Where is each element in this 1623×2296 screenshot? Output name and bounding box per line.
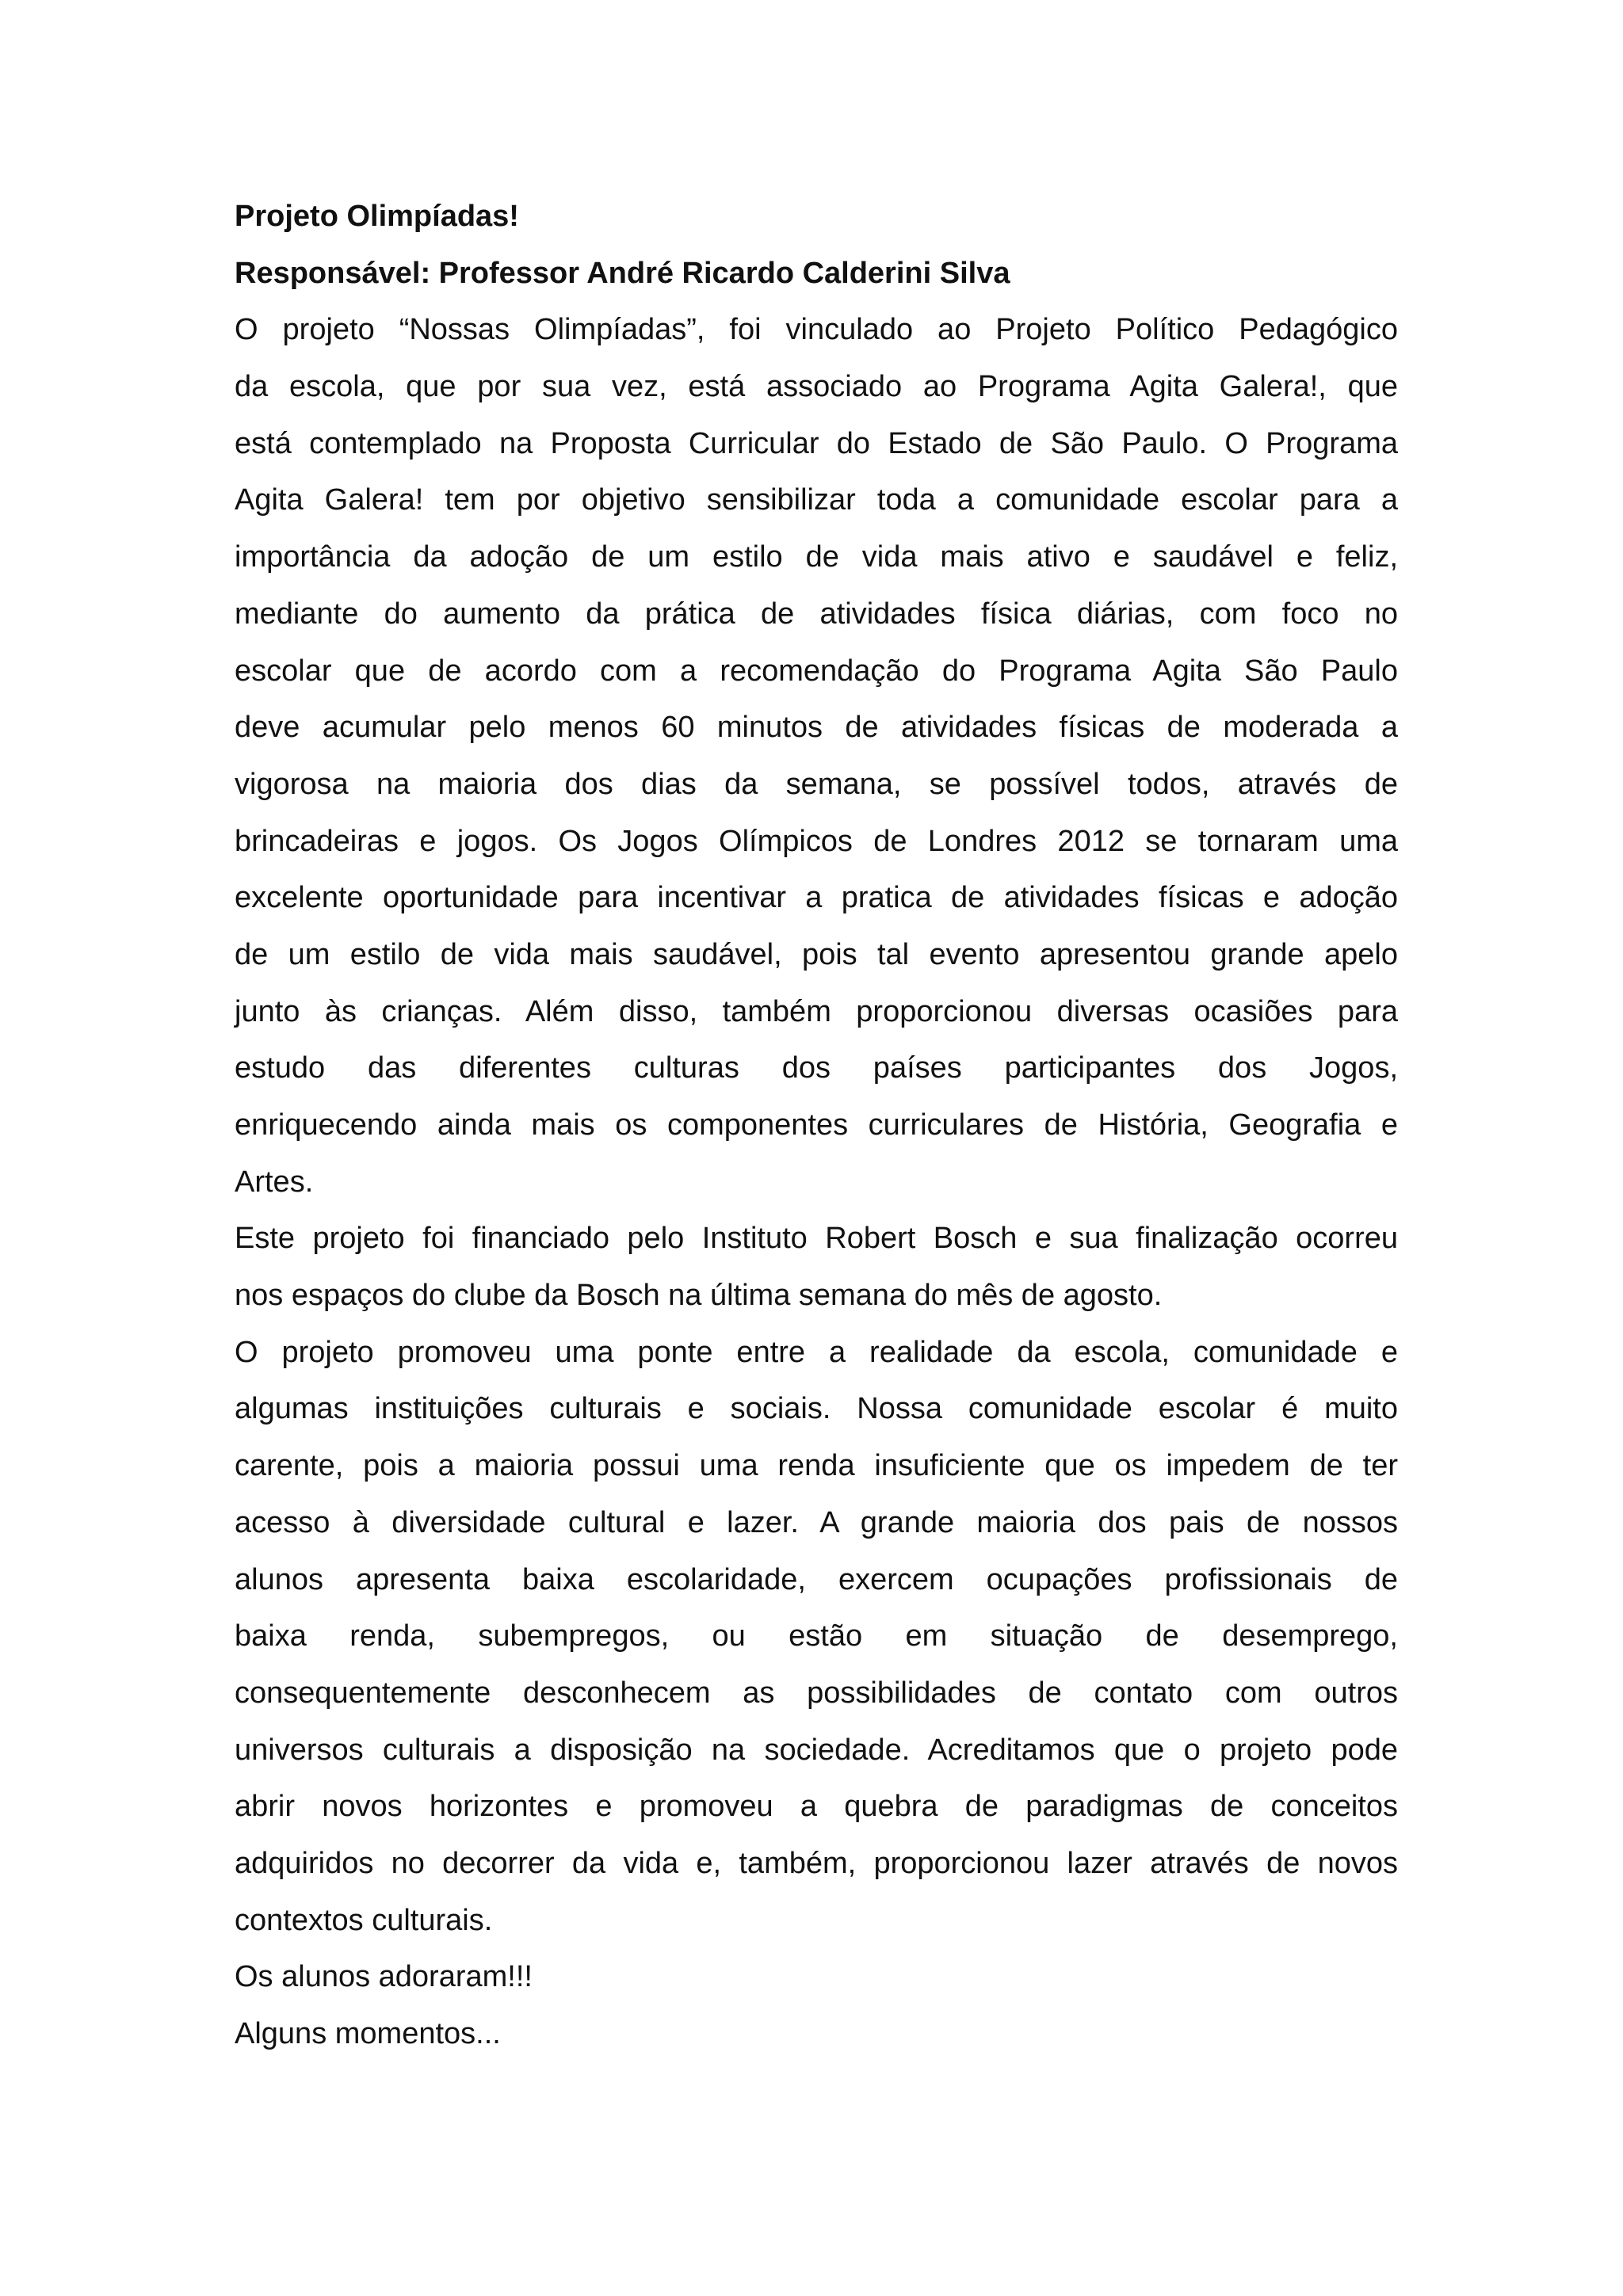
paragraph-project-description — [235, 302, 1398, 1211]
text-line: excelente oportunidade para incentivar a pratica de atividades físicas e adoção — [235, 881, 1398, 915]
text-line: Artes. — [235, 1165, 314, 1199]
text-line: consequentemente desconhecem as possibilidades de contato com outros — [235, 1676, 1398, 1710]
text-line: adquiridos no decorrer da vida e, também, proporcionou lazer através de novos — [235, 1846, 1398, 1880]
text-line: abrir novos horizontes e promoveu a quebra de paradigmas de conceitos — [235, 1790, 1398, 1824]
responsible-line: Responsável: Professor André Ricardo Calderini Silva — [235, 256, 1010, 290]
text-line: brincadeiras e jogos. Os Jogos Olímpicos de Londres 2012 se tornaram uma — [235, 824, 1398, 858]
text-line: algumas instituições culturais e sociais. Nossa comunidade escolar é muito — [235, 1392, 1398, 1426]
text-line: escolar que de acordo com a recomendação do Programa Agita São Paulo — [235, 654, 1398, 688]
text-line: acesso à diversidade cultural e lazer. A grande maioria dos pais de nossos — [235, 1505, 1398, 1539]
text-line: nos espaços do clube da Bosch na última semana do mês de agosto. — [235, 1279, 1163, 1313]
text-line: está contemplado na Proposta Curricular do Estado de São Paulo. O Programa — [235, 426, 1398, 460]
text-line: vigorosa na maioria dos dias da semana, se possível todos, através de — [235, 767, 1398, 801]
text-line: deve acumular pelo menos 60 minutos de atividades físicas de moderada a — [235, 711, 1398, 745]
paragraph-funding — [235, 1211, 1398, 1324]
paragraph-community — [235, 1325, 1398, 1950]
text-line: Este projeto foi financiado pelo Instituto Robert Bosch e sua finalização ocorreu — [235, 1222, 1398, 1256]
text-line: Agita Galera! tem por objetivo sensibilizar toda a comunidade escolar para a — [235, 483, 1398, 517]
text-line: junto às crianças. Além disso, também proporcionou diversas ocasiões para — [235, 994, 1398, 1028]
text-line: de um estilo de vida mais saudável, pois tal evento apresentou grande apelo — [235, 937, 1398, 971]
document-body — [235, 189, 1398, 2063]
text-line: mediante do aumento da prática de atividades física diárias, com foco no — [235, 597, 1398, 631]
text-line: importância da adoção de um estilo de vida mais ativo e saudável e feliz, — [235, 540, 1398, 574]
document-title: Projeto Olimpíadas! — [235, 200, 519, 233]
text-line: alunos apresenta baixa escolaridade, exercem ocupações profissionais de — [235, 1562, 1398, 1596]
text-line: da escola, que por sua vez, está associado ao Programa Agita Galera!, que — [235, 370, 1398, 404]
text-line: estudo das diferentes culturas dos países participantes dos Jogos, — [235, 1051, 1398, 1085]
text-line: O projeto “Nossas Olimpíadas”, foi vinculado ao Projeto Político Pedagógico — [235, 313, 1398, 347]
text-line: enriquecendo ainda mais os componentes curriculares de História, Geografia e — [235, 1108, 1398, 1142]
text-line: O projeto promoveu uma ponte entre a realidade da escola, comunidade e — [235, 1335, 1398, 1369]
text-line: contextos culturais. — [235, 1903, 493, 1937]
text-line: baixa renda, subempregos, ou estão em situação de desemprego, — [235, 1619, 1398, 1653]
closing-line: Alguns momentos... — [235, 2017, 501, 2050]
text-line: carente, pois a maioria possui uma renda insuficiente que os impedem de ter — [235, 1449, 1398, 1483]
closing-line: Os alunos adoraram!!! — [235, 1960, 533, 1994]
text-line: universos culturais a disposição na sociedade. Acreditamos que o projeto pode — [235, 1733, 1398, 1767]
